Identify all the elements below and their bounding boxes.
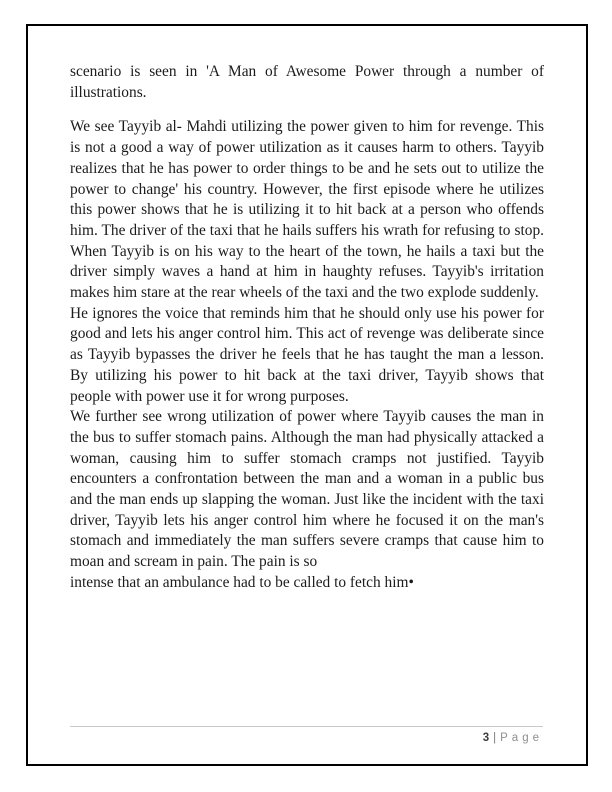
paragraph-bus-incident-lastline: intense that an ambulance had to be called to fetch him• xyxy=(70,573,414,591)
paragraph-taxi-incident: We see Tayyib al- Mahdi utilizing the power given to him for revenge. This is not a good a way of power utilization as it causes harm to others. Tayyib realizes that he has power to order things to be and he sets out to utilize the power to change' his country. However, the first episode where he utilizes this power shows that he is utilizing it to hit back at a person who offends him. The driver of the taxi that he hails suffers his wrath for refusing to stop. When Tayyib is on his way to the heart of the town, he hails a taxi but the driver simply waves a hand at him in haughty refuses. Tayyib's irritation makes him stare at the rear wheels of the taxi and the two explode suddenly. xyxy=(70,118,544,302)
page-label: Page xyxy=(500,732,543,744)
paragraph-intro: scenario is seen in 'A Man of Awesome Power through a number of illustrations. xyxy=(70,63,544,101)
footer-separator: | xyxy=(493,732,497,744)
document-content xyxy=(70,62,544,594)
paragraph-revenge-analysis: He ignores the voice that reminds him that he should only use his power for good and lets his anger control him. This act of revenge was deliberate since as Tayyib bypasses the driver he feels that he has taught the man a lesson. By utilizing his power to hit back at the taxi driver, Tayyib shows that people with power use it for wrong purposes. xyxy=(70,304,544,405)
page-footer xyxy=(70,731,543,745)
page-number: 3 xyxy=(482,732,490,744)
paragraph-bus-incident-main: We further see wrong utilization of power where Tayyib causes the man in the bus to suffer stomach pains. Although the man had physically attacked a woman, causing him to suffer stomach cramps not justified. Tayyib encounters a confrontation between the man and a woman in a public bus and the man ends up slapping the woman. Just like the incident with the taxi driver, Tayyib lets his anger control him where he focused it on the man's stomach and immediately the man suffers severe cramps that cause him to moan and scream in pain. The pain is so xyxy=(70,408,544,571)
paragraph-bus-incident xyxy=(70,407,544,593)
footer-divider xyxy=(70,726,543,727)
